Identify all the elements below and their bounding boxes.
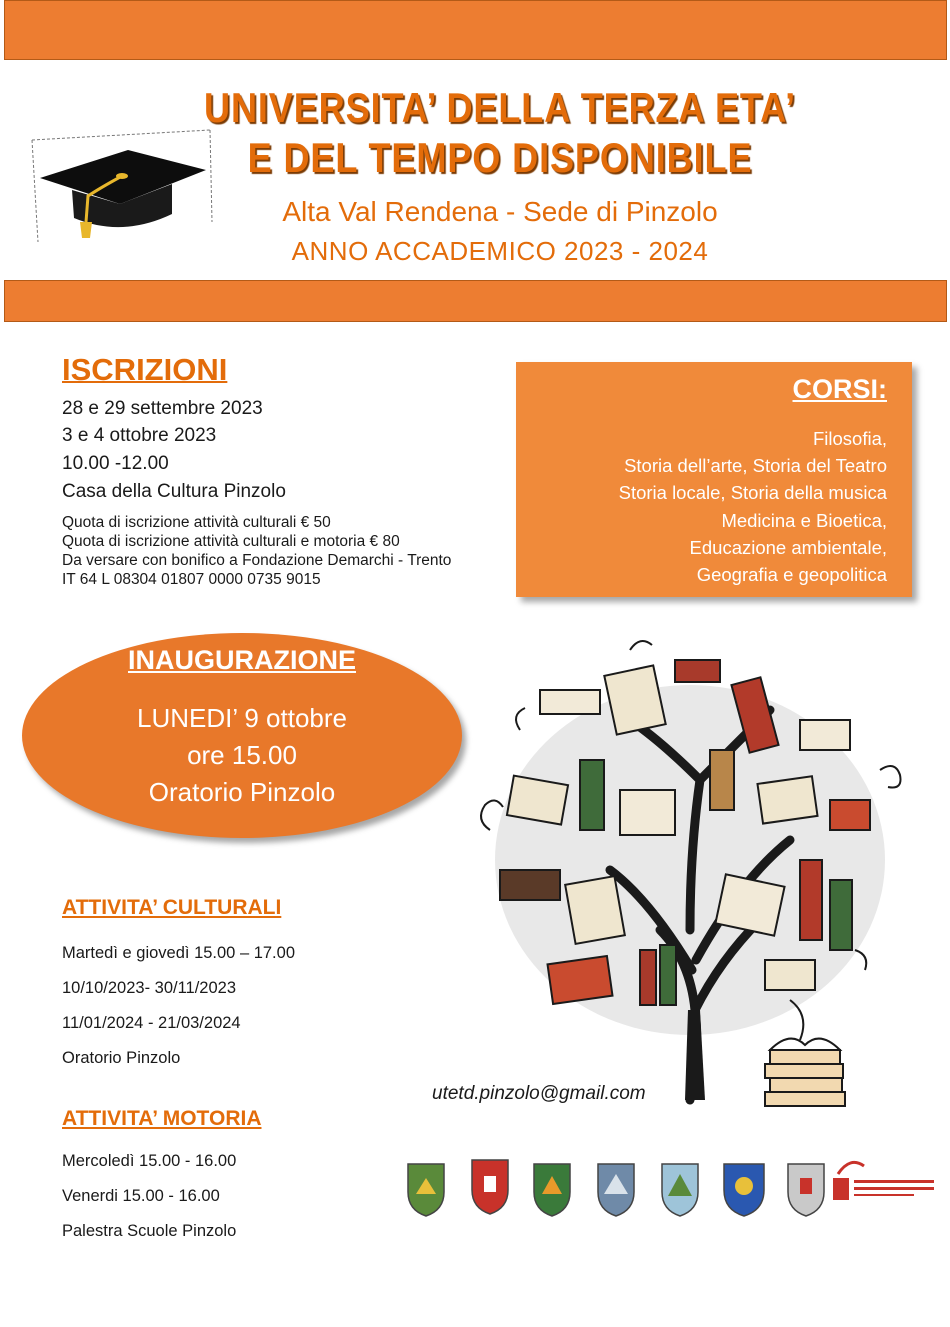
iscrizioni-detail: Quota di iscrizione attività culturali € 50 <box>62 514 331 531</box>
corsi-box <box>516 362 912 597</box>
inaugurazione-ellipse <box>22 633 462 838</box>
municipal-crest-icon <box>662 1164 698 1216</box>
corsi-item: Geografia e geopolitica <box>696 564 887 586</box>
iscrizioni-line: 3 e 4 ottobre 2023 <box>62 425 217 446</box>
corsi-heading: CORSI: <box>792 374 887 404</box>
title-line-2: E DEL TEMPO DISPONIBILE <box>247 134 753 181</box>
attivita-culturali-heading: ATTIVITA’ CULTURALI <box>62 896 282 919</box>
municipal-crest-icon <box>788 1164 824 1216</box>
municipal-crest-icon <box>724 1164 764 1216</box>
title-line-1: UNIVERSITA’ DELLA TERZA ETA’ <box>203 84 797 131</box>
top-orange-bar <box>4 0 947 60</box>
academic-year: ANNO ACCADEMICO 2023 - 2024 <box>291 236 709 266</box>
attivita-culturali-line: 10/10/2023- 30/11/2023 <box>62 979 237 997</box>
inaugurazione-place: Oratorio Pinzolo <box>148 777 336 807</box>
fondazione-demarchi-logo <box>833 1162 934 1200</box>
attivita-culturali-line: 11/01/2024 - 21/03/2024 <box>62 1014 241 1032</box>
iscrizioni-line: 10.00 -12.00 <box>62 453 169 474</box>
corsi-item: Educazione ambientale, <box>689 536 887 558</box>
corsi-item: Medicina e Bioetica, <box>721 509 887 531</box>
attivita-culturali-line: Martedì e giovedì 15.00 – 17.00 <box>62 944 295 962</box>
corsi-item: Filosofia, <box>812 428 887 449</box>
inaugurazione-date: LUNEDI’ 9 ottobre <box>136 703 348 733</box>
municipal-crest-icon <box>408 1164 444 1216</box>
attivita-motoria-heading: ATTIVITA’ MOTORIA <box>62 1107 262 1130</box>
corsi-item: Storia locale, Storia della musica <box>618 482 887 504</box>
graduation-cap-icon <box>30 126 215 246</box>
inaugurazione-heading: INAUGURAZIONE <box>128 645 356 675</box>
municipal-crest-icon <box>534 1164 570 1216</box>
attivita-motoria-line: Mercoledì 15.00 - 16.00 <box>62 1152 237 1170</box>
attivita-motoria-line: Venerdi 15.00 - 16.00 <box>62 1187 220 1205</box>
inaugurazione-time: ore 15.00 <box>187 740 297 770</box>
iban-text: IT 64 L 08304 01807 0000 0735 9015 <box>62 571 321 588</box>
iscrizioni-detail: Quota di iscrizione attività culturali e motoria € 80 <box>62 533 400 550</box>
municipal-crest-icon <box>472 1160 508 1214</box>
attivita-motoria-line: Palestra Scuole Pinzolo <box>62 1222 237 1240</box>
municipal-crest-icon <box>598 1164 634 1216</box>
iscrizioni-line: Casa della Cultura Pinzolo <box>62 481 286 502</box>
middle-orange-bar <box>4 280 947 322</box>
corsi-item: Storia dell’arte, Storia del Teatro <box>624 455 887 477</box>
sponsor-logos <box>398 1150 938 1220</box>
attivita-culturali-line: Oratorio Pinzolo <box>62 1049 181 1067</box>
contact-email: utetd.pinzolo@gmail.com <box>432 1083 646 1104</box>
iscrizioni-line: 28 e 29 settembre 2023 <box>62 398 263 419</box>
iscrizioni-detail: Da versare con bonifico a Fondazione Demarchi - Trento <box>62 552 452 569</box>
location-subtitle: Alta Val Rendena - Sede di Pinzolo <box>282 196 718 227</box>
iscrizioni-heading: ISCRIZIONI <box>62 352 228 387</box>
book-tree-illustration <box>460 630 920 1130</box>
